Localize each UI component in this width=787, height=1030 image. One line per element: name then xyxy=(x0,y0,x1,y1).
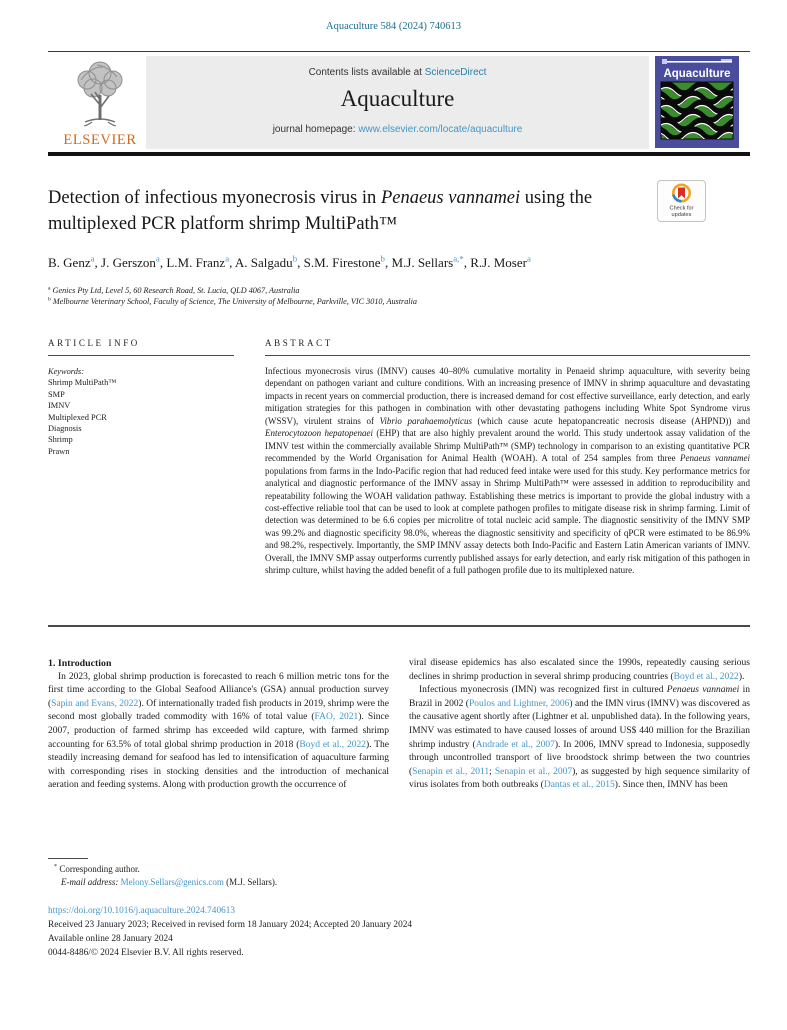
author-affiliation-marker: a,* xyxy=(453,253,464,264)
intro-paragraph: In 2023, global shrimp production is forecasted to reach 6 million metric tons for the first time according to the Global Seafood Alliance's (GSA) annual production survey (Sapin and Evans, 2022). Of internationally traded fish products in 2019, shrimp were the second most globally traded commodity with 16% of total value (FAO, 2021). Since 2007, production of farmed shrimp has exceeded wild capture, with farmed shrimp accounting for 63.5% of total global shrimp production in 2018 (Boyd et al., 2022). The steadily increasing demand for seafood has led to intensification of aquaculture farming with corresponding rises in stocking densities and the introduction of mechanical aeration and feeding systems. Along with production growth the occurrence of xyxy=(48,671,389,791)
svg-text:Aquaculture: Aquaculture xyxy=(663,68,731,80)
intro-paragraph: Infectious myonecrosis (IMN) was recognized first in cultured Penaeus vannamei in Brazil in 2002 (Poulos and Lightner, 2006) and the IMN virus (IMNV) was discovered as the causative agent shortly after (Lightner et al. unpublished data). In the following years, IMNV was estimated to have caused losses of around US$ 440 million for the Brazilian shrimp industry (Andrade et al., 2007). In 2006, IMNV spread to Indonesia, supposedly through uncontrolled transport of live broodstock shrimp between the two countries (Senapin et al., 2011; Senapin et al., 2007), as suggested by high sequence similarity of virus isolates from both outbreaks (Dantas et al., 2015). Since then, IMNV has been xyxy=(409,685,751,791)
author-affiliation-marker: b xyxy=(292,253,298,264)
masthead-divider xyxy=(48,152,750,156)
abstract-heading: ABSTRACT xyxy=(265,338,333,348)
citation-link[interactable]: FAO, 2021 xyxy=(314,712,359,723)
article-title: Detection of infectious myonecrosis virus in Penaeus vannamei using the multiplexed PCR platform shrimp MultiPath™ xyxy=(48,188,593,234)
introduction-heading: 1. Introduction xyxy=(48,658,112,669)
keyword-item: Prawn xyxy=(48,446,70,456)
sciencedirect-link[interactable]: ScienceDirect xyxy=(424,67,487,78)
affiliations xyxy=(48,285,698,307)
footnote-block xyxy=(48,852,750,960)
affiliation-b xyxy=(48,296,698,307)
introduction-section xyxy=(48,657,750,793)
author-affiliation-marker: b xyxy=(380,253,385,264)
keywords-label: Keywords: xyxy=(48,367,84,376)
author-affiliation-marker: a xyxy=(90,253,95,264)
keyword-item: IMNV xyxy=(48,401,71,411)
publication-details xyxy=(48,904,750,960)
elsevier-logo xyxy=(48,57,152,149)
article-info-rule xyxy=(48,355,234,356)
citation-link[interactable]: Poulos and Lightner, 2006 xyxy=(468,698,570,709)
journal-title: Aquaculture xyxy=(340,86,455,111)
footnote-divider xyxy=(48,858,88,859)
banner-center xyxy=(146,56,649,149)
available-online-line: Available online 28 January 2024 xyxy=(48,934,173,944)
citation-link[interactable]: Dantas et al., 2015 xyxy=(543,780,615,791)
doi-link[interactable]: https://doi.org/10.1016/j.aquaculture.2024.740613 xyxy=(48,906,236,916)
abstract-column xyxy=(265,338,750,577)
footnote-star: * xyxy=(54,864,58,870)
affiliation-text: Melbourne Veterinary School, Faculty of Science, The University of Melbourne, Parkville, VIC 3010, Australia xyxy=(52,297,417,306)
abstract-text: Infectious myonecrosis virus (IMNV) causes 40–80% cumulative mortality in Penaeid shrimp aquaculture, with severity being dependant on pathogen variant and culture conditions. With an increasing presence of IMNV in shrimp aquaculture and devastating impacts in recent years on commercial production, there is increased demand for cost effective surveillance, early detection, and early mitigation strategies for this pathogen in combination with other devastating pathogens including White Spot Syndrome virus (WSSV), virulent strains of Vibrio parahaemolyticus (which cause acute hepatopancreatic necrosis disease (AHPND)) and Enterocytozoon hepatopenaei (EHP) that are also highly prevalent around the world. This study undertook assay validation of the IMNV test within the commercially available Shrimp MultiPath™ (SMP) technology in comparison to an existing quantitative PCR recommended by the World Organisation for Animal Health (WOAH). A total of 254 samples from three Penaeus vannamei populations from farms in the Indo-Pacific region that had reduced feed intake were used for this study. Key performance metrics for analytical and diagnostic performance of the IMNV assay in Shrimp MultiPath™ were assessed in addition to reproducibility and repeatability following the WOAH validation pathway. Establishing these metrics is important to provide the global industry with a cost-effective reliable tool that can be used to look at complete pathogen profiles to mitigate disease risk in shrimp farming. Limit of detection was determined to be 6.6 copies per microlitre of total nucleic acid sample. The diagnostic sensitivity of the IMNV SMP was 99.2% and diagnostic specificity 98.0%, whereas the diagnostic sensitivity and specificity of qPCR were estimated to be 86.9% and 98.2%, respectively. Importantly, the SMP IMNV assay detects both Indo-Pacific and Eastern Latin American variants of IMNV. Overall, the IMNV SMP assay outperforms currently published assays for early detection, and early risk mitigation of this pathogen in shrimp culture, whilst having the added benefit of a full pathogen profile due to its multiplexed nature. xyxy=(265,366,750,576)
svg-text:updates: updates xyxy=(671,212,692,218)
journal-cover-thumbnail xyxy=(655,56,739,148)
corresponding-author-note xyxy=(48,863,750,876)
top-divider xyxy=(48,51,750,52)
elsevier-wordmark: ELSEVIER xyxy=(63,132,137,148)
citation-link[interactable]: Melony.Sellars@genics.com xyxy=(120,876,224,887)
keywords-list xyxy=(48,377,234,457)
keyword-item: Shrimp xyxy=(48,435,73,445)
intro-left-column xyxy=(48,657,389,793)
rights-line: 0044-8486/© 2024 Elsevier B.V. All rights reserved. xyxy=(48,948,244,958)
contents-line xyxy=(146,67,649,78)
keyword-item: Diagnosis xyxy=(48,424,82,434)
abstract-rule xyxy=(265,355,750,356)
citation-link[interactable]: Boyd et al., 2022 xyxy=(299,739,366,750)
citation-link[interactable]: Senapin et al., 2007 xyxy=(494,766,573,777)
contents-prefix: Contents lists available at xyxy=(308,67,425,78)
keyword-item: SMP xyxy=(48,389,65,399)
author-affiliation-marker: a xyxy=(526,253,531,264)
keyword-item: Shrimp MultiPath™ xyxy=(48,378,117,388)
intro-paragraph: viral disease epidemics has also escalated since the 1990s, repeatedly causing serious declines in shrimp production in several shrimp producing countries (Boyd et al., 2022). xyxy=(409,658,750,682)
homepage-line xyxy=(146,124,649,135)
affiliation-text: Genics Pty Ltd, Level 5, 60 Research Road, St. Lucia, QLD 4067, Australia xyxy=(52,286,300,295)
citation-link[interactable]: Andrade et al., 2007 xyxy=(475,739,555,750)
section-divider xyxy=(48,625,750,627)
article-info-column xyxy=(48,338,234,457)
check-updates-icon xyxy=(659,181,704,219)
affiliation-marker: b xyxy=(48,296,51,303)
received-dates-line: Received 23 January 2023; Received in revised form 18 January 2024; Accepted 20 January 2024 xyxy=(48,920,413,930)
homepage-prefix: journal homepage: xyxy=(272,124,359,135)
journal-cover-art xyxy=(655,56,739,148)
article-info-heading: ARTICLE INFO xyxy=(48,338,140,348)
elsevier-tree-icon xyxy=(67,57,133,129)
intro-right-column xyxy=(409,657,750,793)
email-line: E-mail address: Melony.Sellars@genics.com (M.J. Sellars). xyxy=(61,876,278,887)
corresponding-text: Corresponding author. xyxy=(59,864,140,874)
affiliation-marker: a xyxy=(48,285,51,292)
affiliation-a xyxy=(48,285,698,296)
journal-homepage-link[interactable]: www.elsevier.com/locate/aquaculture xyxy=(358,124,523,135)
author-affiliation-marker: a xyxy=(155,253,160,264)
keyword-item: Multiplexed PCR xyxy=(48,412,107,422)
journal-banner xyxy=(48,56,750,149)
check-updates-badge[interactable] xyxy=(657,180,706,222)
citation-link[interactable]: Sapin and Evans, 2022 xyxy=(51,698,139,709)
svg-text:Check for: Check for xyxy=(669,205,694,212)
journal-citation-header: Aquaculture 584 (2024) 740613 xyxy=(325,21,461,32)
citation-link[interactable]: Senapin et al., 2011 xyxy=(412,766,490,777)
citation-link[interactable]: Boyd et al., 2022 xyxy=(673,671,739,682)
author-affiliation-marker: a xyxy=(225,253,230,264)
author-list: B. Genz$^a$, J. Gerszon$^a$, L.M. Franz$^a$, A. Salgadu$^b$, S.M. Firestone$^b$, M.J. Sellars$^{a,*}$, R.J. Moser$^a$ xyxy=(48,253,531,270)
